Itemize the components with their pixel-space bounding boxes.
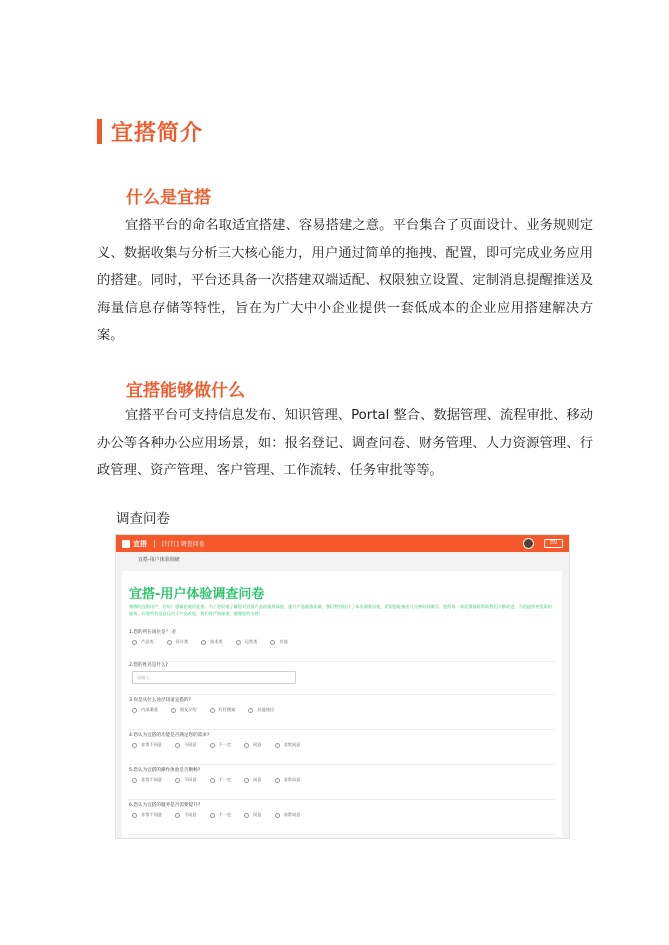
radio-option[interactable] — [175, 812, 197, 818]
radio-option[interactable] — [201, 639, 223, 645]
radio-option-label: 技术类 — [210, 639, 223, 644]
radio-option[interactable] — [236, 639, 258, 645]
survey-question — [129, 629, 555, 662]
radio-group — [132, 740, 555, 750]
subheading-what-can: 宜搭能够做什么 — [126, 381, 245, 401]
radio-option-label: 设计类 — [175, 639, 189, 644]
radio-circle-icon[interactable] — [175, 743, 180, 748]
survey-question — [129, 732, 555, 765]
survey-screenshot — [115, 534, 570, 839]
radio-circle-icon[interactable] — [244, 813, 249, 818]
survey-question — [129, 697, 555, 730]
radio-circle-icon[interactable] — [270, 640, 275, 645]
question-label: 2.您的姓名是什么? — [129, 663, 168, 668]
radio-option[interactable] — [175, 777, 197, 783]
radio-circle-icon[interactable] — [175, 813, 180, 818]
radio-option-label: 产品类 — [141, 639, 154, 644]
radio-option-label: 不同意 — [183, 812, 197, 817]
radio-circle-icon[interactable] — [132, 743, 137, 748]
logo-text: 宜搭 — [133, 539, 147, 548]
language-switch-button[interactable]: EN — [544, 539, 563, 548]
radio-circle-icon[interactable] — [132, 778, 137, 783]
survey-form — [122, 571, 562, 837]
topbar-divider — [154, 540, 155, 548]
radio-option-label: 同意 — [253, 777, 262, 782]
radio-option[interactable] — [132, 742, 162, 748]
radio-option-label: 非常不同意 — [141, 812, 162, 817]
app-topbar — [116, 535, 569, 552]
radio-circle-icon[interactable] — [244, 743, 249, 748]
radio-option-label: 非常同意 — [283, 812, 301, 817]
radio-option-label: 钉钉搜索 — [218, 707, 236, 712]
radio-option[interactable] — [248, 707, 274, 713]
radio-option-label: 其他 — [279, 639, 288, 644]
radio-circle-icon[interactable] — [171, 708, 176, 713]
radio-option[interactable] — [175, 742, 197, 748]
radio-option[interactable] — [275, 812, 301, 818]
radio-option[interactable] — [244, 777, 261, 783]
subheading-what-is: 什么是宜搭 — [126, 188, 211, 208]
survey-question — [129, 802, 555, 835]
radio-option[interactable] — [210, 777, 232, 783]
radio-option-label: 不一定 — [218, 777, 232, 782]
radio-option[interactable] — [210, 742, 232, 748]
radio-option-label: 其他途径 — [257, 707, 275, 712]
radio-group — [132, 810, 555, 820]
radio-option[interactable] — [171, 707, 197, 713]
radio-circle-icon[interactable] — [132, 640, 137, 645]
radio-group — [132, 705, 555, 715]
question-label: 1.您的所在岗位是？ 必 — [129, 630, 177, 635]
radio-circle-icon[interactable] — [244, 778, 249, 783]
figure-caption: 调查问卷 — [116, 511, 170, 527]
radio-option[interactable] — [132, 777, 162, 783]
radio-option-label: 同意 — [253, 742, 262, 747]
radio-circle-icon[interactable] — [275, 778, 280, 783]
radio-option-label: 同意 — [253, 812, 262, 817]
logo-icon — [122, 540, 130, 548]
question-label: 3.你是从什么途径知道宜搭的? — [129, 698, 191, 703]
paragraph-what-can: 宜搭平台可支持信息发布、知识管理、Portal 整合、数据管理、流程审批、移动办公等各种办公应用场景，如：报名登记、调查问卷、财务管理、人力资源管理、行政管理、资产管理、客户管理、工作流转、任务审批等等。 — [97, 408, 593, 478]
breadcrumb: 宜搭-用户体验调研 — [138, 556, 180, 563]
paragraph-what-is: 宜搭平台的命名取适宜搭建、容易搭建之意。平台集合了页面设计、业务规则定义、数据收集与分析三大核心能力，用户通过简单的拖拽、配置，即可完成业务应用的搭建。同时，平台还具备一次搭建双端适配、权限独立设置、定制消息提醒推送及海量信息存储等特性，旨在为广大中小企业提供一套低成本的企业应用搭建解决方案。 — [97, 218, 593, 343]
radio-option[interactable] — [210, 812, 232, 818]
name-input[interactable]: 请输入 — [132, 671, 296, 684]
radio-circle-icon[interactable] — [210, 743, 215, 748]
survey-question — [129, 662, 555, 695]
radio-circle-icon[interactable] — [248, 708, 253, 713]
radio-option[interactable] — [210, 707, 236, 713]
radio-option[interactable] — [167, 639, 189, 645]
radio-option-label: 非常同意 — [283, 742, 301, 747]
question-label: 4.您认为宜搭的功能是否满足您的需求? — [129, 733, 210, 738]
radio-option[interactable] — [244, 742, 261, 748]
user-avatar[interactable] — [523, 538, 534, 549]
radio-option[interactable] — [132, 812, 162, 818]
radio-circle-icon[interactable] — [132, 813, 137, 818]
app-logo[interactable] — [122, 539, 147, 549]
survey-question — [129, 767, 555, 800]
section-title: 宜搭简介 — [111, 121, 204, 146]
radio-option-label: 不同意 — [183, 777, 197, 782]
radio-circle-icon[interactable] — [275, 743, 280, 748]
radio-option-label: 内部渠道 — [141, 707, 158, 712]
radio-option-label: 非常同意 — [283, 777, 301, 782]
radio-circle-icon[interactable] — [201, 640, 206, 645]
app-name: [钉钉] 调查问卷 — [162, 541, 205, 548]
radio-option[interactable] — [132, 639, 154, 645]
radio-option[interactable] — [244, 812, 261, 818]
radio-circle-icon[interactable] — [210, 708, 215, 713]
radio-circle-icon[interactable] — [132, 708, 137, 713]
question-label: 5.您认为宜搭的操作体验是否顺畅? — [129, 768, 201, 773]
radio-circle-icon[interactable] — [210, 778, 215, 783]
radio-circle-icon[interactable] — [275, 813, 280, 818]
radio-option-label: 非常不同意 — [141, 742, 162, 747]
radio-option-label: 不一定 — [218, 812, 232, 817]
radio-option[interactable] — [132, 707, 158, 713]
form-intro: 尊敬的宜搭用户，您好！感谢您使用宜搭。为了更好地了解您对宜搭产品的使用体验，提升产品服务质量，我们特别设计了本次调查问卷，希望您能抽出几分钟时间填写。您的每一条反馈都将帮助我们不断改进，为您提供更优质的服务。问卷所有信息仅用于产品改进，我们将严格保密，感谢您的支持！ — [129, 604, 552, 616]
radio-group — [132, 775, 555, 785]
form-title: 宜搭-用户体验调查问卷 — [129, 587, 265, 602]
radio-circle-icon[interactable] — [236, 640, 241, 645]
radio-option-label: 运营类 — [244, 639, 258, 644]
radio-circle-icon[interactable] — [175, 778, 180, 783]
radio-option-label: 不同意 — [183, 742, 197, 747]
radio-option-label: 非常不同意 — [141, 777, 162, 782]
radio-circle-icon[interactable] — [210, 813, 215, 818]
radio-option-label: 朋友介绍 — [179, 707, 197, 712]
heading-accent-bar — [97, 119, 102, 144]
radio-option[interactable] — [275, 742, 301, 748]
question-label: 6.您认为宜搭的服务是否需要提升? — [129, 803, 201, 808]
radio-option-label: 不一定 — [218, 742, 232, 747]
section-heading — [97, 116, 203, 147]
radio-group — [132, 637, 555, 647]
radio-option[interactable] — [270, 639, 287, 645]
radio-circle-icon[interactable] — [167, 640, 172, 645]
radio-option[interactable] — [275, 777, 301, 783]
